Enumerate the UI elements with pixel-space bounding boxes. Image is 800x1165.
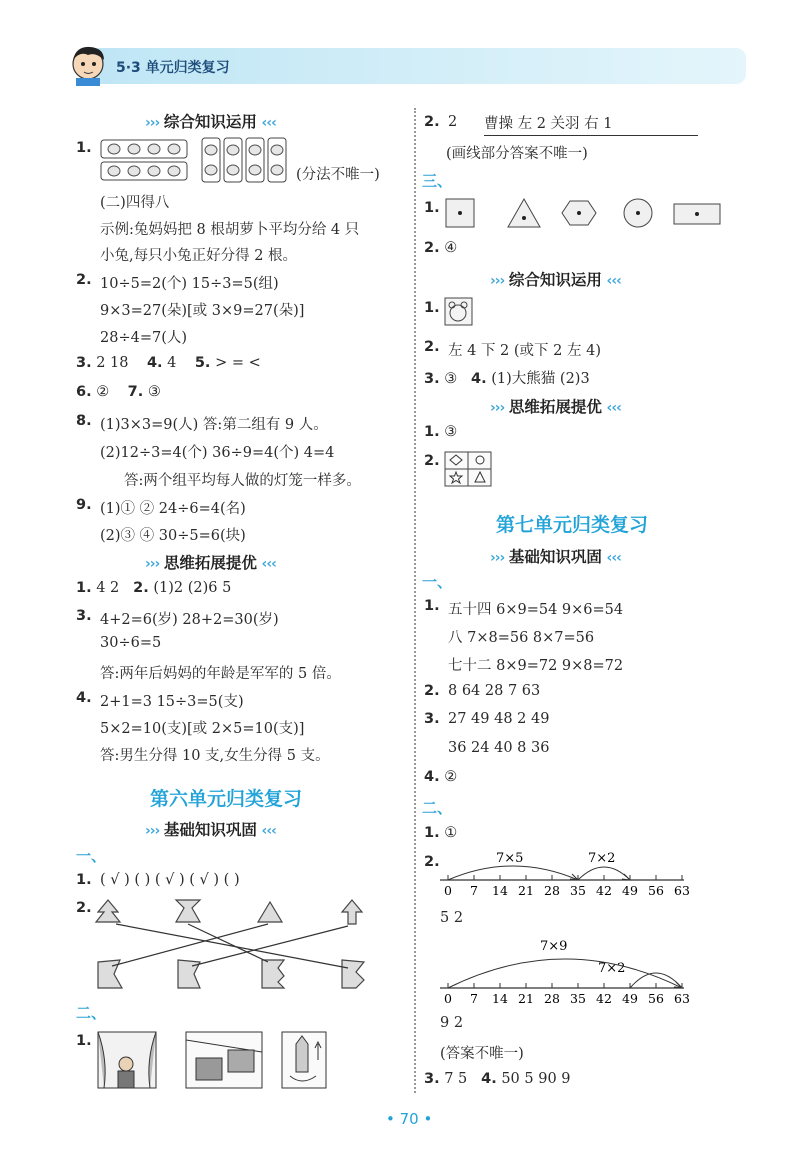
arrow-head [622, 874, 630, 880]
part-label: 二、 [422, 799, 453, 817]
jump-arc [448, 959, 682, 988]
answer-note: (画线部分答案不唯一) [446, 146, 588, 162]
answer-text: 36 24 40 8 36 [448, 740, 550, 756]
part-label: 二、 [76, 1004, 107, 1022]
question-number: 2. [424, 854, 440, 870]
answer-text: 2 [448, 114, 458, 130]
answer-text: 答:两个组平均每人做的灯笼一样多。 [124, 473, 361, 489]
tick-label: 56 [648, 991, 664, 1006]
answer-text: (2)12÷3=4(个) 36÷9=4(个) 4=4 [100, 445, 335, 461]
shape-center-dots [444, 196, 724, 230]
question-number: 1. [424, 300, 440, 316]
number-line-one [436, 846, 688, 902]
answer-line-c3-c4: 3. ③ 4. (1)大熊猫 (2)3 [424, 371, 590, 387]
answer-note: (分法不唯一) [296, 167, 380, 183]
grouping-diagram-one [100, 138, 190, 184]
grouping-diagram-two [200, 136, 290, 186]
column-divider [414, 108, 416, 1093]
number-line-two [436, 936, 688, 1006]
answer-text: 5 2 [440, 910, 464, 926]
question-number: 3. [424, 711, 440, 727]
part-label: 一、 [76, 847, 107, 865]
tick-label: 35 [570, 883, 586, 898]
section-heading: ››› 综合知识运用 ‹‹‹ [490, 271, 621, 289]
page-number: • 70 • [386, 1110, 433, 1128]
section-heading: ››› 基础知识巩固 ‹‹‹ [490, 548, 621, 566]
tick-label: 42 [596, 883, 612, 898]
answer-text: 小兔,每只小兔正好分得 2 根。 [100, 248, 298, 264]
answer-text: 10÷5=2(个) 15÷3=5(组) [100, 276, 279, 292]
tick-label: 14 [492, 991, 508, 1006]
answer-text: 4+2=6(岁) 28+2=30(岁) [100, 612, 279, 628]
tick-label: 0 [444, 991, 452, 1006]
section-heading: ››› 基础知识巩固 ‹‹‹ [145, 821, 276, 839]
jump-label: 7×2 [598, 961, 626, 976]
answer-text: 2+1=3 15÷3=5(支) [100, 694, 244, 710]
tick-label: 21 [518, 883, 534, 898]
tick-label: 56 [648, 883, 664, 898]
question-number: 8. [76, 413, 92, 429]
question-number: 2. [424, 339, 440, 355]
question-number: 1. [76, 140, 92, 156]
answer-text: 八 7×8=56 8×7=56 [448, 630, 595, 646]
answer-text: 9 2 [440, 1015, 464, 1031]
shape-answer-picture [444, 297, 474, 327]
answer-note: (答案不唯一) [440, 1046, 524, 1062]
answer-text: (二)四得八 [100, 195, 170, 211]
answer-line-s2: 2. ④ [424, 240, 458, 256]
unit-title: 第七单元归类复习 [496, 514, 649, 536]
answer-text: ( √ ) ( ) ( √ ) ( √ ) ( ) [100, 872, 240, 888]
answer-text: 28÷4=7(人) [100, 330, 188, 346]
answer-text: 30÷6=5 [100, 635, 162, 651]
answer-text: (2)③ ④ 30÷5=6(块) [100, 528, 246, 544]
tick-label: 14 [492, 883, 508, 898]
section-heading: ››› 综合知识运用 ‹‹‹ [145, 113, 276, 131]
tick-label: 7 [470, 991, 478, 1006]
symbol-grid [444, 451, 494, 489]
answer-text: (1)3×3=9(人) 答:第二组有 9 人。 [100, 417, 328, 433]
answer-text: 左 4 下 2 (或下 2 左 4) [448, 343, 601, 359]
jump-label: 7×5 [496, 851, 524, 866]
answer-text: 5×2=10(支)[或 2×5=10(支)] [100, 721, 305, 737]
question-number: 2. [76, 900, 92, 916]
answer-text: (1)① ② 24÷6=4(名) [100, 501, 246, 517]
tick-label: 63 [674, 991, 690, 1006]
answer-text: 27 49 48 2 49 [448, 711, 550, 727]
tick-label: 28 [544, 991, 560, 1006]
tick-label: 49 [622, 883, 638, 898]
unit-title: 第六单元归类复习 [150, 788, 303, 810]
question-number: 2. [424, 683, 440, 699]
answer-text: 答:两年后妈妈的年龄是军军的 5 倍。 [100, 666, 341, 682]
question-number: 4. [76, 690, 92, 706]
answer-text-underlined: 曹操 左 2 关羽 右 1 [484, 112, 698, 136]
question-number: 1. [424, 598, 440, 614]
tick-label: 42 [596, 991, 612, 1006]
answer-line-m1: 1. ① [424, 825, 458, 841]
section-heading: ››› 思维拓展提优 ‹‹‹ [490, 398, 621, 416]
tick-label: 7 [470, 883, 478, 898]
question-number: 9. [76, 497, 92, 513]
answer-text: 七十二 8×9=72 9×8=72 [448, 658, 624, 674]
question-number: 2. [424, 114, 440, 130]
question-number: 1. [424, 200, 440, 216]
answer-line-t1-t2: 1. 4 2 2. (1)2 (2)6 5 [76, 580, 232, 596]
question-number: 2. [424, 453, 440, 469]
mascot-boy-icon [66, 42, 114, 86]
answer-line-3-5: 3. 2 18 4. 4 5. > = < [76, 355, 261, 371]
header-title: 5·3 单元归类复习 [116, 60, 230, 76]
answer-line-6-7: 6. ② 7. ③ [76, 384, 161, 400]
tick-label: 0 [444, 883, 452, 898]
answer-line-m3-m4: 3. 7 5 4. 50 5 90 9 [424, 1071, 571, 1087]
tick-label: 63 [674, 883, 690, 898]
matching-diagram [92, 896, 392, 994]
jump-label: 7×2 [588, 851, 616, 866]
jump-label: 7×9 [540, 939, 568, 954]
answer-text: 8 64 28 7 63 [448, 683, 541, 699]
answer-text: 答:男生分得 10 支,女生分得 5 支。 [100, 748, 330, 764]
part-label: 三、 [422, 172, 453, 190]
tick-label: 49 [622, 991, 638, 1006]
answer-text: 五十四 6×9=54 9×6=54 [448, 602, 624, 618]
answer-line-e1: 1. ③ [424, 424, 458, 440]
motion-pictures [96, 1030, 336, 1090]
answer-text: 9×3=27(朵)[或 3×9=27(朵)] [100, 303, 305, 319]
section-heading: ››› 思维拓展提优 ‹‹‹ [145, 554, 276, 572]
question-number: 3. [76, 608, 92, 624]
answer-line-k4: 4. ② [424, 769, 458, 785]
question-number: 2. [76, 272, 92, 288]
question-number: 1. [76, 1033, 92, 1049]
part-label: 一、 [422, 573, 453, 591]
tick-label: 28 [544, 883, 560, 898]
jump-arc [448, 866, 578, 880]
question-number: 1. [76, 872, 92, 888]
answer-text: 示例:兔妈妈把 8 根胡萝卜平均分给 4 只 [100, 222, 360, 238]
tick-label: 21 [518, 991, 534, 1006]
tick-label: 35 [570, 991, 586, 1006]
